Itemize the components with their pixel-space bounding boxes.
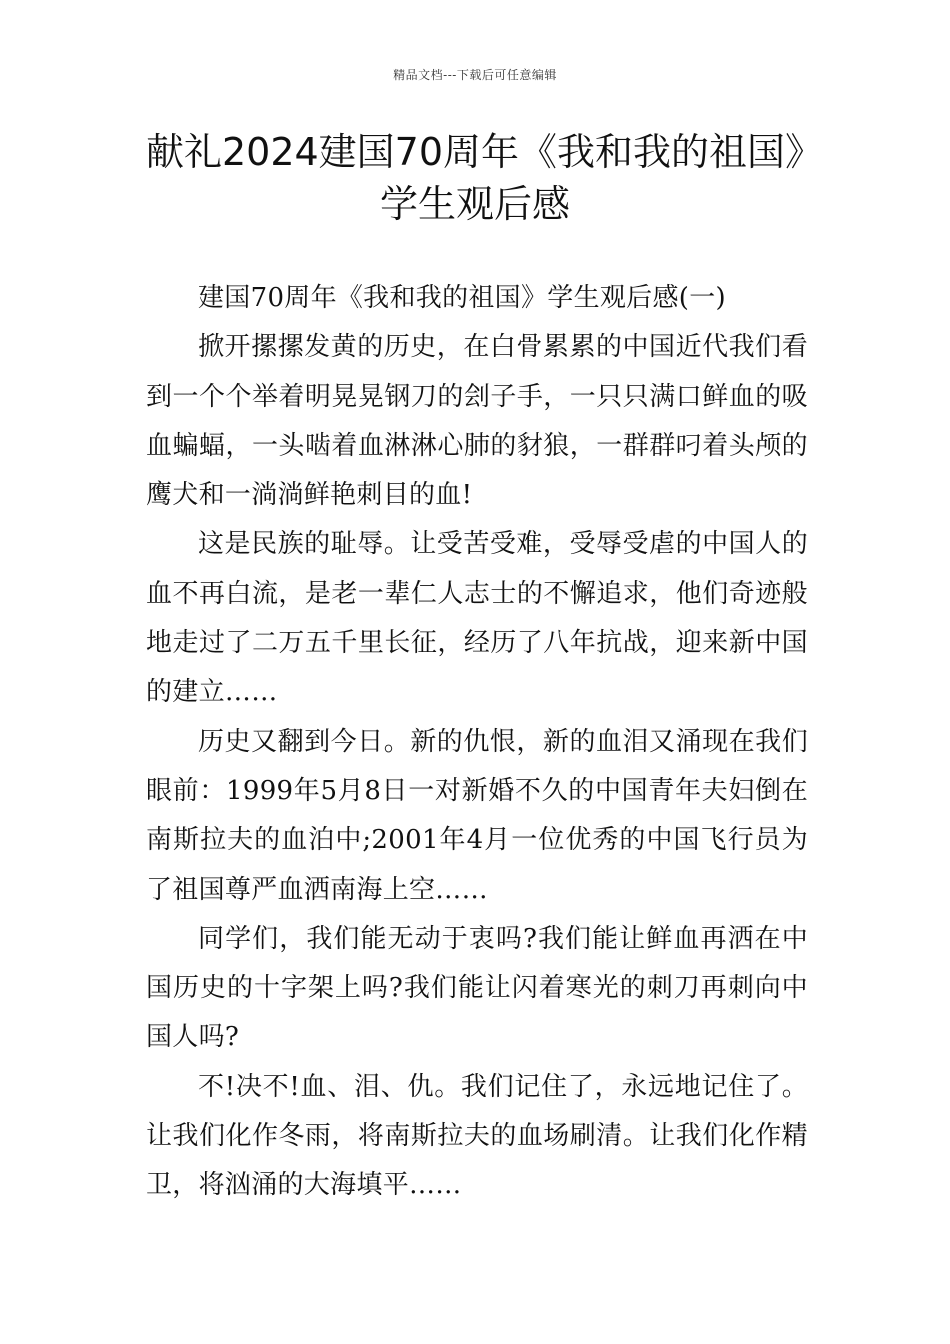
body-paragraph: 同学们，我们能无动于衷吗?我们能让鲜血再洒在中国历史的十字架上吗?我们能让闪着寒光的刺刀再刺向中国人吗? [146,923,808,1053]
body-paragraph: 掀开摞摞发黄的历史，在白骨累累的中国近代我们看到一个个举着明晃晃钢刀的刽子手，一只只满口鲜血的吸血蝙蝠，一头啮着血淋淋心肺的豺狼，一群群叼着头颅的鹰犬和一淌淌鲜艳刺目的血! [146,332,808,511]
subtitle-paragraph: 建国70周年《我和我的祖国》学生观后感(一) [198,283,726,313]
body-paragraph: 这是民族的耻辱。让受苦受难，受辱受虐的中国人的血不再白流，是老一辈仁人志士的不懈追求，他们奇迹般地走过了二万五千里长征，经历了八年抗战，迎来新中国的建立…… [146,529,808,708]
body-paragraph: 不!决不!血、泪、仇。我们记住了，永远地记住了。让我们化作冬雨，将南斯拉夫的血场刷清。让我们化作精卫，将汹涌的大海填平…… [146,1071,808,1201]
body-paragraph: 历史又翻到今日。新的仇恨，新的血泪又涌现在我们眼前：1999年5月8日一对新婚不久的中国青年夫妇倒在南斯拉夫的血泊中;2001年4月一位优秀的中国飞行员为了祖国尊严血洒南海上空…… [146,726,808,905]
document-body [146,274,808,1211]
header-note: 精品文档---下载后可任意编辑 [393,68,557,82]
document-title: 献礼2024建国70周年《我和我的祖国》学生观后感 [145,130,805,226]
